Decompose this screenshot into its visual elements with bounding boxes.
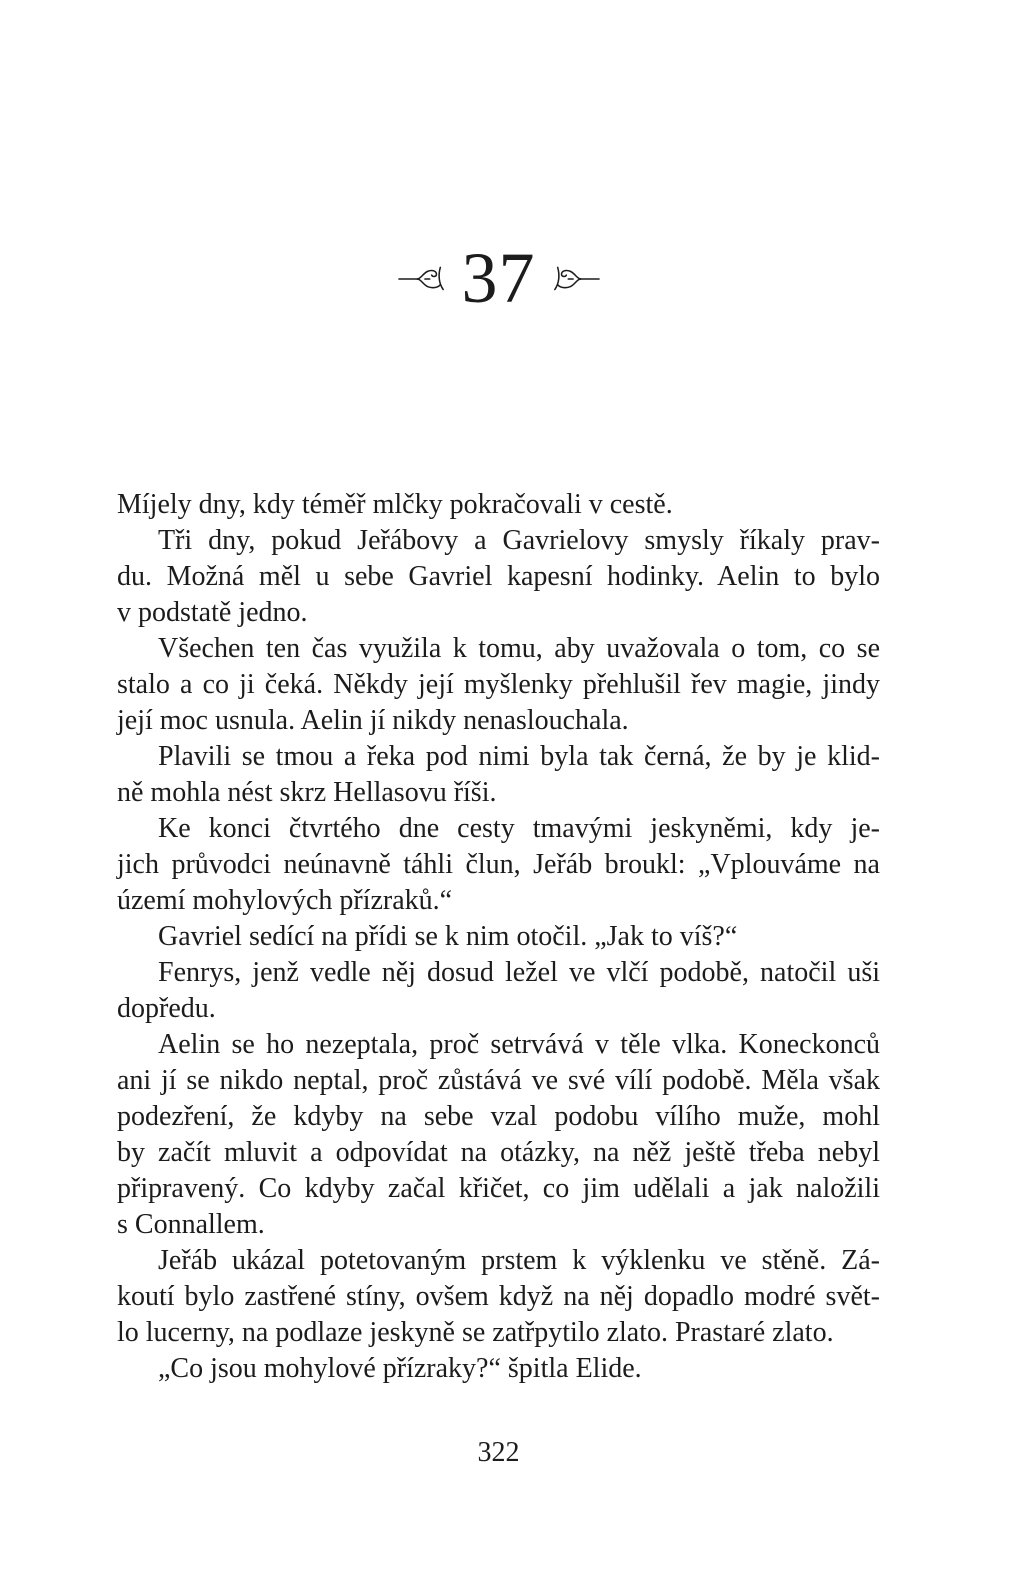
text-line: by začít mluvit a odpovídat na otázky, na něž ještě třeba nebyl <box>117 1137 880 1168</box>
paragraph <box>117 1027 880 1243</box>
page-number: 322 <box>477 1437 520 1468</box>
text-line: Všechen ten čas využila k tomu, aby uvažovala o tom, co se <box>158 633 880 664</box>
text-line: Ke konci čtvrtého dne cesty tmavými jeskyněmi, kdy je- <box>158 813 880 844</box>
text-line: du. Možná měl u sebe Gavriel kapesní hodinky. Aelin to bylo <box>117 561 880 592</box>
text-line: území mohylových přízraků.“ <box>117 885 453 916</box>
text-line: Míjely dny, kdy téměř mlčky pokračovali v cestě. <box>117 489 673 520</box>
text-line: připravený. Co kdyby začal křičet, co jim udělali a jak naložili <box>117 1173 880 1204</box>
text-line: Tři dny, pokud Jeřábovy a Gavrielovy smysly říkaly prav- <box>158 525 880 556</box>
body-text <box>117 487 880 1387</box>
text-line: ně mohla nést skrz Hellasovu říši. <box>117 777 497 808</box>
paragraph <box>117 919 880 955</box>
text-line: Plavili se tmou a řeka pod nimi byla tak černá, že by je klid- <box>158 741 880 772</box>
text-line: v podstatě jedno. <box>117 597 308 628</box>
text-line: lo lucerny, na podlaze jeskyně se zatřpytilo zlato. Prastaré zlato. <box>117 1317 834 1348</box>
paragraph <box>117 1243 880 1351</box>
flourish-left-icon <box>398 263 448 293</box>
text-line: podezření, že kdyby na sebe vzal podobu vílího muže, mohl <box>117 1101 880 1132</box>
text-line: dopředu. <box>117 993 216 1024</box>
paragraph <box>117 631 880 739</box>
paragraph <box>117 487 880 523</box>
paragraph <box>117 523 880 631</box>
text-line: „Co jsou mohylové přízraky?“ špitla Elide. <box>158 1353 642 1384</box>
text-line: jich průvodci neúnavně táhli člun, Jeřáb broukl: „Vplouváme na <box>117 849 880 880</box>
text-line: Fenrys, jenž vedle něj dosud ležel ve vlčí podobě, natočil uši <box>158 957 880 988</box>
text-line: její moc usnula. Aelin jí nikdy nenaslouchala. <box>117 705 629 736</box>
text-line: koutí bylo zastřené stíny, ovšem když na něj dopadlo modré svět- <box>117 1281 880 1312</box>
text-line: s Connallem. <box>117 1209 265 1240</box>
text-line: Gavriel sedící na přídi se k nim otočil. „Jak to víš?“ <box>158 921 738 952</box>
text-line: stalo a co ji čeká. Někdy její myšlenky přehlušil řev magie, jindy <box>117 669 880 700</box>
paragraph <box>117 955 880 1027</box>
chapter-number: 37 <box>461 238 536 318</box>
text-line: Jeřáb ukázal potetovaným prstem k výklenku ve stěně. Zá- <box>158 1245 880 1276</box>
text-line: Aelin se ho nezeptala, proč setrvává v těle vlka. Koneckonců <box>158 1029 880 1060</box>
paragraph <box>117 811 880 919</box>
text-line: ani jí se nikdo neptal, proč zůstává ve své vílí podobě. Měla však <box>117 1065 880 1096</box>
paragraph <box>117 1351 880 1387</box>
chapter-heading <box>117 238 880 318</box>
flourish-right-icon <box>550 263 600 293</box>
paragraph <box>117 739 880 811</box>
